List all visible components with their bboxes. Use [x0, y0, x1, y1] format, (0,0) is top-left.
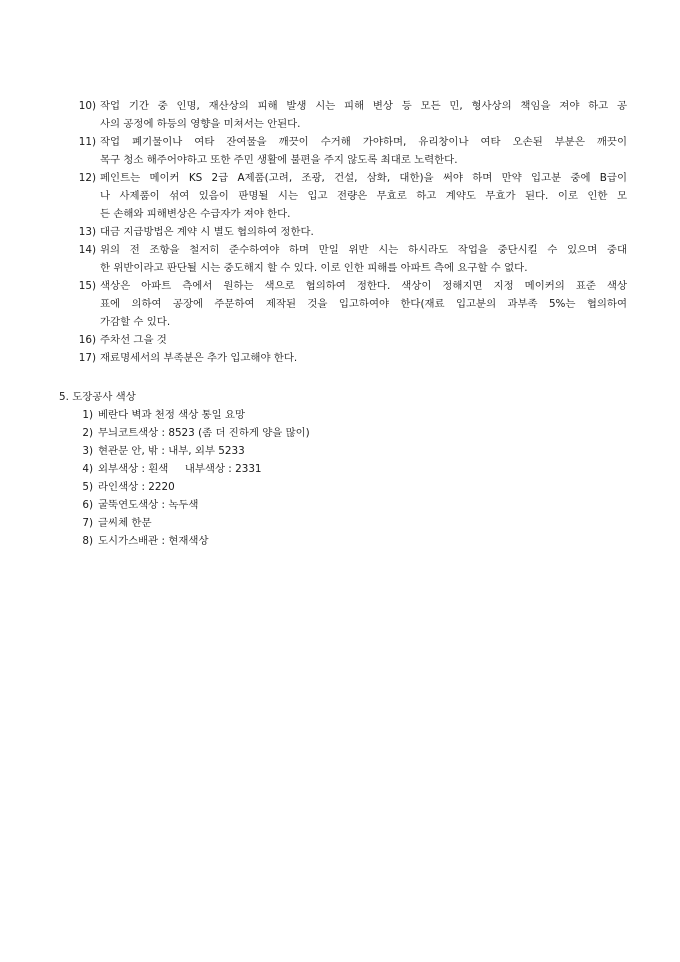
item-text: 현관문 안, 밖 : 내부, 외부 5233 — [98, 445, 245, 457]
item-number: 7) — [82, 517, 93, 529]
color-item — [77, 424, 619, 442]
color-item — [77, 478, 619, 496]
list-item — [75, 349, 627, 367]
item-text: 도시가스배관 : 현재색상 — [98, 535, 209, 547]
item-text-line: 작업 폐기물이나 여타 잔여물을 깨끗이 수거해 가야하며, 유리창이나 여타 오손된 부분은 깨끗이 — [100, 136, 627, 148]
item-number: 12) — [78, 172, 96, 184]
item-text-line: 재료명세서의 부족분은 추가 입고해야 한다. — [100, 352, 298, 364]
list-item — [75, 331, 627, 349]
contract-terms-list — [75, 97, 627, 367]
item-text-line: 작업 기간 중 인명, 재산상의 피해 발생 시는 피해 변상 등 모든 민, 형사상의 책임을 져야 하고 공 — [100, 100, 627, 112]
item-text-line: 든 손해와 피해변상은 수급자가 져야 한다. — [100, 208, 291, 220]
item-text-line: 색상은 아파트 측에서 원하는 색으로 협의하여 정한다. 색상이 정해지면 지정 메이커의 표준 색상 — [100, 280, 627, 292]
list-item — [75, 97, 627, 133]
item-text-line: 주차선 그을 것 — [100, 334, 167, 346]
item-number: 15) — [78, 280, 96, 292]
item-number: 4) — [82, 463, 93, 475]
item-text-line: 위의 전 조항을 철저히 준수하여야 하며 만일 위반 시는 하시라도 작업을 중단시킬 수 있으며 중대 — [100, 244, 627, 256]
list-item — [75, 223, 627, 241]
list-item — [75, 133, 627, 169]
color-item — [77, 514, 619, 532]
item-text-line: 페인트는 메이커 KS 2급 A제품(고려, 조광, 건설, 삼화, 대한)을 써야 하며 만약 입고분 중에 B급이 — [100, 172, 627, 184]
item-number: 14) — [78, 244, 96, 256]
item-text-line: 한 위반이라고 판단될 시는 중도해지 할 수 있다. 이로 인한 피해를 아파트 측에 요구할 수 없다. — [100, 262, 528, 274]
item-text: 베란다 벽과 천정 색상 통일 요망 — [98, 409, 245, 421]
item-number: 11) — [78, 136, 96, 148]
item-number: 13) — [78, 226, 96, 238]
color-item — [77, 496, 619, 514]
item-text-line: 사의 공정에 하등의 영향을 미쳐서는 안된다. — [100, 118, 301, 130]
list-item — [75, 241, 627, 277]
item-number: 2) — [82, 427, 93, 439]
item-number: 16) — [78, 334, 96, 346]
color-item — [77, 442, 619, 460]
item-text: 외부색상 : 흰색 내부색상 : 2331 — [98, 463, 262, 475]
item-text: 굴뚝연도색상 : 녹두색 — [98, 499, 199, 511]
color-item — [77, 406, 619, 424]
item-text-line: 표에 의하여 공장에 주문하여 제작된 것을 입고하여야 한다(재료 입고분의 과부족 5%는 협의하여 — [100, 298, 627, 310]
color-item — [77, 460, 619, 478]
item-text-line: 나 사제품이 섞여 있음이 판명될 시는 입고 전량은 무효로 하고 계약도 무효가 된다. 이로 인한 모 — [100, 190, 627, 202]
item-number: 17) — [78, 352, 96, 364]
item-text-line: 가감할 수 있다. — [100, 316, 171, 328]
item-text: 무늬코트색상 : 8523 (좀 더 진하게 양을 많이) — [98, 427, 310, 439]
item-number: 1) — [82, 409, 93, 421]
paint-color-section — [59, 388, 619, 550]
item-number: 5) — [82, 481, 93, 493]
section-heading: 5. 도장공사 색상 — [59, 391, 136, 403]
item-number: 10) — [78, 100, 96, 112]
item-text: 라인색상 : 2220 — [98, 481, 175, 493]
item-number: 3) — [82, 445, 93, 457]
list-item — [75, 277, 627, 331]
color-item — [77, 532, 619, 550]
item-text-line: 목구 청소 해주어야하고 또한 주민 생활에 불편을 주지 않도록 최대로 노력한다. — [100, 154, 458, 166]
item-text-line: 대금 지급방법은 계약 시 별도 협의하여 정한다. — [100, 226, 314, 238]
item-number: 6) — [82, 499, 93, 511]
item-text: 글씨체 한문 — [98, 517, 152, 529]
list-item — [75, 169, 627, 223]
item-number: 8) — [82, 535, 93, 547]
